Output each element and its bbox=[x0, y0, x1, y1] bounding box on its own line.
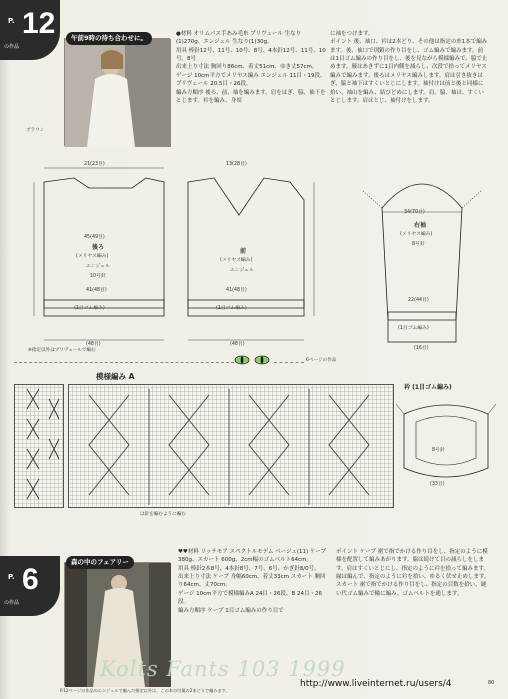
collar-schematic bbox=[396, 396, 496, 496]
photo-caption: ブラウン bbox=[26, 128, 45, 133]
bottom-note: P.12ページの作品のエンジェルで編んだ指定以外は、この本の付属の2本どりで編みます。 bbox=[60, 688, 230, 693]
front-hem-measure: 41(48目) bbox=[226, 288, 247, 293]
project-6-title: 森の中のフェアリー bbox=[66, 556, 134, 569]
sleeve-ribbing: (1目ゴム編み) bbox=[398, 326, 429, 331]
front-piece-name: 前 bbox=[240, 248, 247, 255]
front-piece-stitch: (メリヤス編み) bbox=[220, 258, 253, 263]
sleeve-mid-measure: 22(44目) bbox=[408, 298, 429, 303]
badge6-prefix: P. bbox=[8, 573, 15, 581]
front-width: (48目) bbox=[230, 342, 245, 347]
measure-mid: 45(49目) bbox=[84, 235, 105, 240]
project-6-instructions: ポイント ケープ 裾で指でかける作り目をし、指定のように模様を配置して編みあがります。脇は続けて目の減らしをします。肩はすくいとじにし、指定のように衿を拾って編みます。縁は編んで、指定のように衿を拾い、ゆるく伏せ止めします。 スカート 裾で指でかける作り目をし、指定の目数を拾い、縫い代ゴム編みで輪に編み、ゴムベルトを通します。 bbox=[336, 549, 490, 597]
collar-width: (33目) bbox=[430, 482, 445, 487]
collar-yarn: 8号針 bbox=[432, 448, 445, 453]
back-piece-name: 後ろ bbox=[92, 244, 105, 251]
back-piece-stitch: (メリヤス編み) bbox=[76, 254, 109, 259]
garment-schematics bbox=[14, 160, 344, 360]
badge-label: の作品 bbox=[4, 44, 20, 50]
front-ribbing: (1目ゴム編み) bbox=[216, 306, 247, 311]
back-note: ※指定以外はプリヴェールで編む bbox=[28, 348, 96, 353]
sleeve-name: 右袖 bbox=[414, 222, 427, 229]
measure-top: 21(23目) bbox=[84, 162, 105, 167]
sleeve-schematic bbox=[352, 160, 492, 360]
watermark: Kolts Fants 103 1999 bbox=[100, 657, 346, 681]
back-piece-yarn: エンジェル bbox=[86, 264, 110, 269]
project-12-title: 午前9時の待ち合わせに。 bbox=[66, 32, 152, 45]
back-hem-measure: 41(48目) bbox=[86, 288, 107, 293]
chart-a-main bbox=[68, 384, 394, 508]
back-needle-label: 10号針 bbox=[90, 274, 106, 279]
project-12-photo bbox=[64, 38, 170, 146]
sleeve-hem: (16目) bbox=[414, 346, 429, 351]
side-note: 6ページの作品 bbox=[306, 358, 337, 363]
sleeve-stitch: (メリヤス編み) bbox=[400, 232, 433, 237]
collar-name: 衿 (1目ゴム編み) bbox=[404, 384, 452, 391]
badge-number: 12 bbox=[22, 7, 56, 40]
chart-title: 模様編み A bbox=[96, 372, 135, 381]
cat-eyes-icon bbox=[232, 352, 272, 368]
lace-pattern-icon bbox=[69, 385, 395, 509]
badge6-number: 6 bbox=[22, 563, 39, 596]
source-url: http://www.liveinternet.ru/users/4 bbox=[300, 679, 452, 689]
front-piece-yarn: エンジェル bbox=[230, 268, 254, 273]
back-ribbing: (1目ゴム編み) bbox=[74, 306, 105, 311]
model-figure-icon bbox=[65, 39, 171, 147]
page-number: 80 bbox=[488, 680, 495, 686]
chart-a-left bbox=[14, 384, 64, 508]
chart-note: は針を編むように編む bbox=[140, 512, 186, 517]
project-12-materials: ●材料 オリムパス手あみ毛糸 プリヴェール 生なり(1)270g、エンジェル 生なり(1)30g。 用具 棒針12号、11号、10号、8号、4本針12号、11号、10号、8号 出来上り寸法 胸回り86cm、着丈51cm、ゆき丈57cm。 ゲージ 10cm平方でメリヤス編み エンジェル 11目・19段、プリヴェール 20.5目・26段。 編み方順序 後ろ、前、袖を編みます。肩をはぎ、脇、袖下をとじます。衿を編み、身頃 bbox=[176, 31, 326, 104]
badge6-label: の作品 bbox=[4, 600, 20, 606]
cable-pattern-icon bbox=[15, 385, 65, 509]
project-6-materials: ♥♥材料 リッチモア スペクトルモデム ベージュ(11) ケープ 380g、スカート 600g、2cm幅のゴムベルト64cm。 用具 棒針2本8号、4本針8号、7号、6号、かぎ針8/0号。 出来上り寸法 ケープ 身幅60cm、着丈33cm スカート 胴回り64cm、丈70cm。 ゲージ 10cm平方で模様編みA 24目・26段、B 24目・26段。 編み方順序 ケープ 1目ゴム編みの作り目で bbox=[178, 549, 327, 614]
project-12-badge bbox=[0, 0, 60, 60]
project-6-badge bbox=[0, 556, 60, 616]
measure-shoulder: 13(28目) bbox=[226, 162, 247, 167]
badge-prefix: P. bbox=[8, 17, 15, 25]
section-divider-right bbox=[274, 362, 304, 363]
sleeve-yarn: 8号針 bbox=[412, 242, 425, 247]
sleeve-top-measure: 34(70目) bbox=[404, 210, 425, 215]
project-12-instructions: に袖をつけます。 ポイント 後、袖口、衿は2本どり、その他は指定の糸1本で編みます。後、袖口で別鎖の作り目をし、ゴム編みで編みます。前は1目ゴム編みの作り目をし、後を見ながら模様編みで、脇で止めます。腋はあきずに1目内側を減らし、次段で拾ってメリヤス編みで編みます。後ろはメリヤス編みします。肩は引き抜きはぎ、脇と袖下はすくいとじにします。袖付けは前と後と同様に拾い、袖山を編み、結びどめにします。肩、脇、袖は、すくいとじします。肩はとじ、袖付けをします。 bbox=[330, 31, 488, 104]
back-width: (48目) bbox=[86, 342, 101, 347]
section-divider-left bbox=[14, 362, 234, 363]
